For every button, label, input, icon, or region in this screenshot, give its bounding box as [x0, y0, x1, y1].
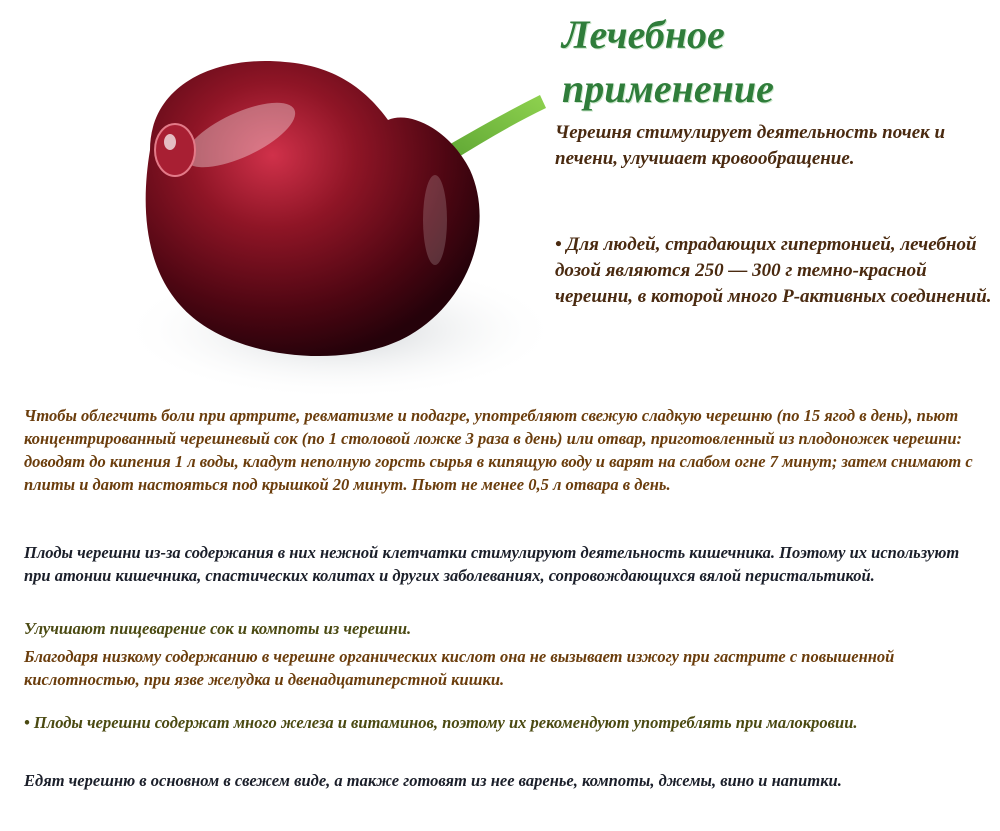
cherry-reflection [423, 175, 447, 265]
paragraph-arthritis: Чтобы облегчить боли при артрите, ревматизме и подагре, употребляют свежую сладкую черешню (по 15 ягод в день), пьют концентрированный черешневый сок (по 1 столовой ложке 3 раза в день) или отвар, приготовленный из плодоножек черешни: доводят до кипения 1 л воды, кладут неполную горсть сырья в кипящую воду и варят на слабом огне 7 минут; затем снимают с плиты и дают настояться под крышкой 20 минут. Пьют не менее 0,5 л отвара в день. [24, 406, 973, 494]
cherry-droplet-shine [164, 134, 176, 150]
paragraph-digestion: Улучшают пищеварение сок и компоты из черешни. [24, 619, 412, 638]
paragraph-gastritis: Благодаря низкому содержанию в черешне органических кислот она не вызывает изжогу при гастрите с повышенной кислотностью, при язве желудка и двенадцатиперстной кишки. [24, 647, 895, 689]
intro-kidney-liver: Черешня стимулирует деятельность почек и печени, улучшает кровообращение. [555, 122, 946, 169]
paragraph-uses: Едят черешню в основном в свежем виде, а также готовят из нее варенье, компоты, джемы, вино и напитки. [24, 771, 842, 790]
title-line-1: Лечебное [562, 12, 725, 57]
cherry-droplet [155, 124, 195, 176]
paragraph-intestines: Плоды черешни из-за содержания в них нежной клетчатки стимулируют деятельность кишечника. Поэтому их используют при атонии кишечника, спастических колитах и других заболеваниях, сопровождающихся вялой перистальтикой. [24, 543, 960, 585]
title-line-2: применение [562, 66, 774, 111]
intro-hypertension: • Для людей, страдающих гипертонией, лечебной дозой являются 250 — 300 г темно-красной черешни, в которой много Р-активных соединений. [555, 234, 992, 307]
paragraph-anemia: • Плоды черешни содержат много железа и витаминов, поэтому их рекомендуют употреблять при малокровии. [24, 713, 858, 732]
cherry-image [40, 0, 560, 400]
page-title [562, 8, 774, 116]
